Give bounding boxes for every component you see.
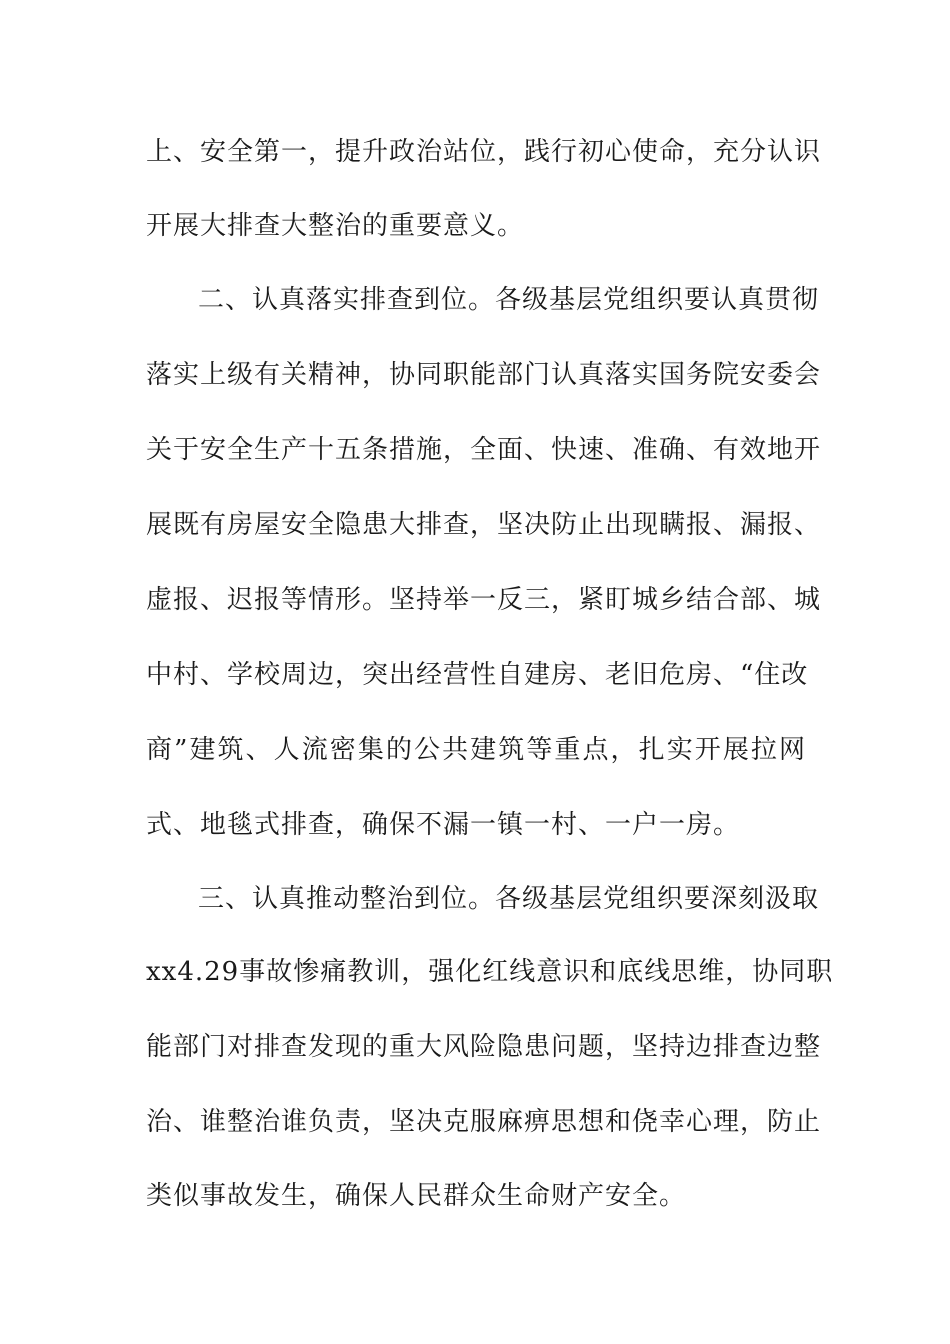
text-line: 式、地毯式排查，确保不漏一镇一村、一户一房。 (146, 810, 741, 840)
text-line: 落实上级有关精神，协同职能部门认真落实国务院安委会 (146, 360, 822, 390)
text-line: 上、安全第一，提升政治站位，践行初心使命，充分认识 (146, 137, 822, 167)
text-line: 开展大排查大整治的重要意义。 (146, 211, 525, 241)
text-line: 治、谁整治谁负责，坚决克服麻痹思想和侥幸心理，防止 (146, 1107, 822, 1137)
text-line: 虚报、迟报等情形。坚持举一反三，紧盯城乡结合部、城 (146, 585, 822, 615)
text-line: 类似事故发生，确保人民群众生命财产安全。 (146, 1181, 687, 1211)
text-line: 关于安全生产十五条措施，全面、快速、准确、有效地开 (146, 435, 822, 465)
text-line: 商”建筑、人流密集的公共建筑等重点，扎实开展拉网 (146, 735, 806, 765)
text-line: 展既有房屋安全隐患大排查，坚决防止出现瞒报、漏报、 (146, 510, 822, 540)
text-line: xx4.29事故惨痛教训，强化红线意识和底线思维，协同职 (146, 957, 834, 987)
text-line: 中村、学校周边，突出经营性自建房、老旧危房、“住改 (146, 660, 809, 690)
text-line: 能部门对排查发现的重大风险隐患问题，坚持边排查边整 (146, 1032, 822, 1062)
paragraph-start-line: 三、认真推动整治到位。各级基层党组织要深刻汲取 (198, 884, 820, 914)
paragraph-start-line: 二、认真落实排查到位。各级基层党组织要认真贯彻 (198, 285, 820, 315)
